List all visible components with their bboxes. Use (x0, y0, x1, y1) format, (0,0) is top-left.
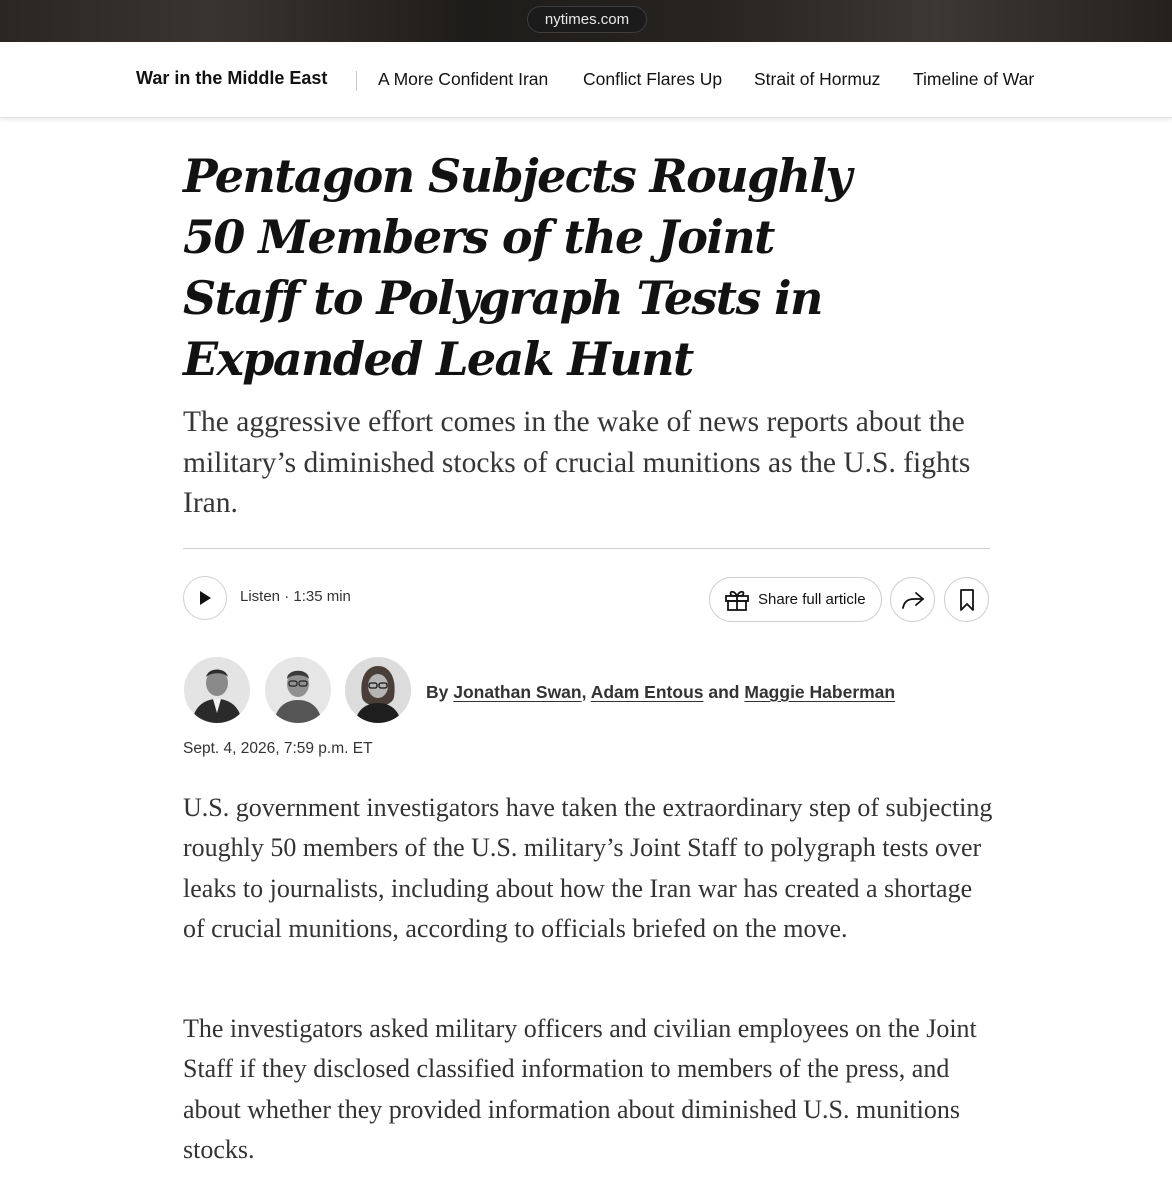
section-nav-divider (356, 71, 357, 91)
section-nav-link-timeline[interactable]: Timeline of War (913, 69, 1035, 89)
article-paragraph: The investigators asked military officers and civilian employees on the Joint Staff if they disclosed classified information to members of the press, and about whether they provided information about diminished U.S. munitions stocks. (183, 1014, 977, 1164)
article-summary: The aggressive effort comes in the wake of news reports about the military’s diminished stocks of crucial munitions as the U.S. fights Iran. (183, 406, 971, 519)
play-icon (198, 590, 212, 606)
section-nav-home[interactable]: War in the Middle East (136, 68, 328, 88)
author-link-adam-entous[interactable]: Adam Entous (590, 682, 704, 702)
share-button[interactable] (890, 577, 935, 622)
section-nav (0, 42, 1172, 118)
article-paragraph: U.S. government investigators have taken the extraordinary step of subjecting roughly 50 members of the U.S. military’s Joint Staff to polygraph tests over leaks to journalists, including about how the Iran war has created a shortage of crucial munitions, according to officials briefed on the move. (183, 793, 993, 943)
url-pill[interactable]: nytimes.com (527, 6, 647, 33)
section-nav-link-strait-of-hormuz[interactable]: Strait of Hormuz (754, 69, 881, 89)
share-full-article-label: Share full article (758, 591, 866, 608)
summary-divider (183, 548, 990, 549)
bookmark-icon (959, 589, 975, 611)
article-byline (426, 682, 895, 703)
article-timestamp: Sept. 4, 2026, 7:59 p.m. ET (183, 740, 373, 757)
share-arrow-icon (901, 590, 925, 610)
gift-icon (724, 588, 750, 612)
section-nav-link-confident-iran[interactable]: A More Confident Iran (378, 69, 549, 89)
listen-duration-label[interactable]: Listen · 1:35 min (240, 588, 351, 605)
save-bookmark-button[interactable] (944, 577, 989, 622)
byline-separator: , (581, 682, 587, 702)
article-headline: Pentagon Subjects Roughly 50 Members of the Joint Staff to Polygraph Tests in Expanded Leak Hunt (183, 149, 851, 386)
author-avatar-adam-entous[interactable] (265, 657, 331, 723)
browser-top-bar (0, 0, 1172, 42)
author-link-maggie-haberman[interactable]: Maggie Haberman (744, 682, 896, 702)
share-full-article-button[interactable] (709, 577, 882, 622)
author-avatar-jonathan-swan[interactable] (184, 657, 250, 723)
section-nav-link-conflict-flares[interactable]: Conflict Flares Up (583, 69, 723, 89)
author-link-jonathan-swan[interactable]: Jonathan Swan (453, 682, 582, 702)
author-avatar-maggie-haberman[interactable] (345, 657, 411, 723)
byline-conjunction: and (708, 682, 740, 702)
listen-play-button[interactable] (183, 576, 227, 620)
byline-prefix: By (426, 682, 449, 702)
